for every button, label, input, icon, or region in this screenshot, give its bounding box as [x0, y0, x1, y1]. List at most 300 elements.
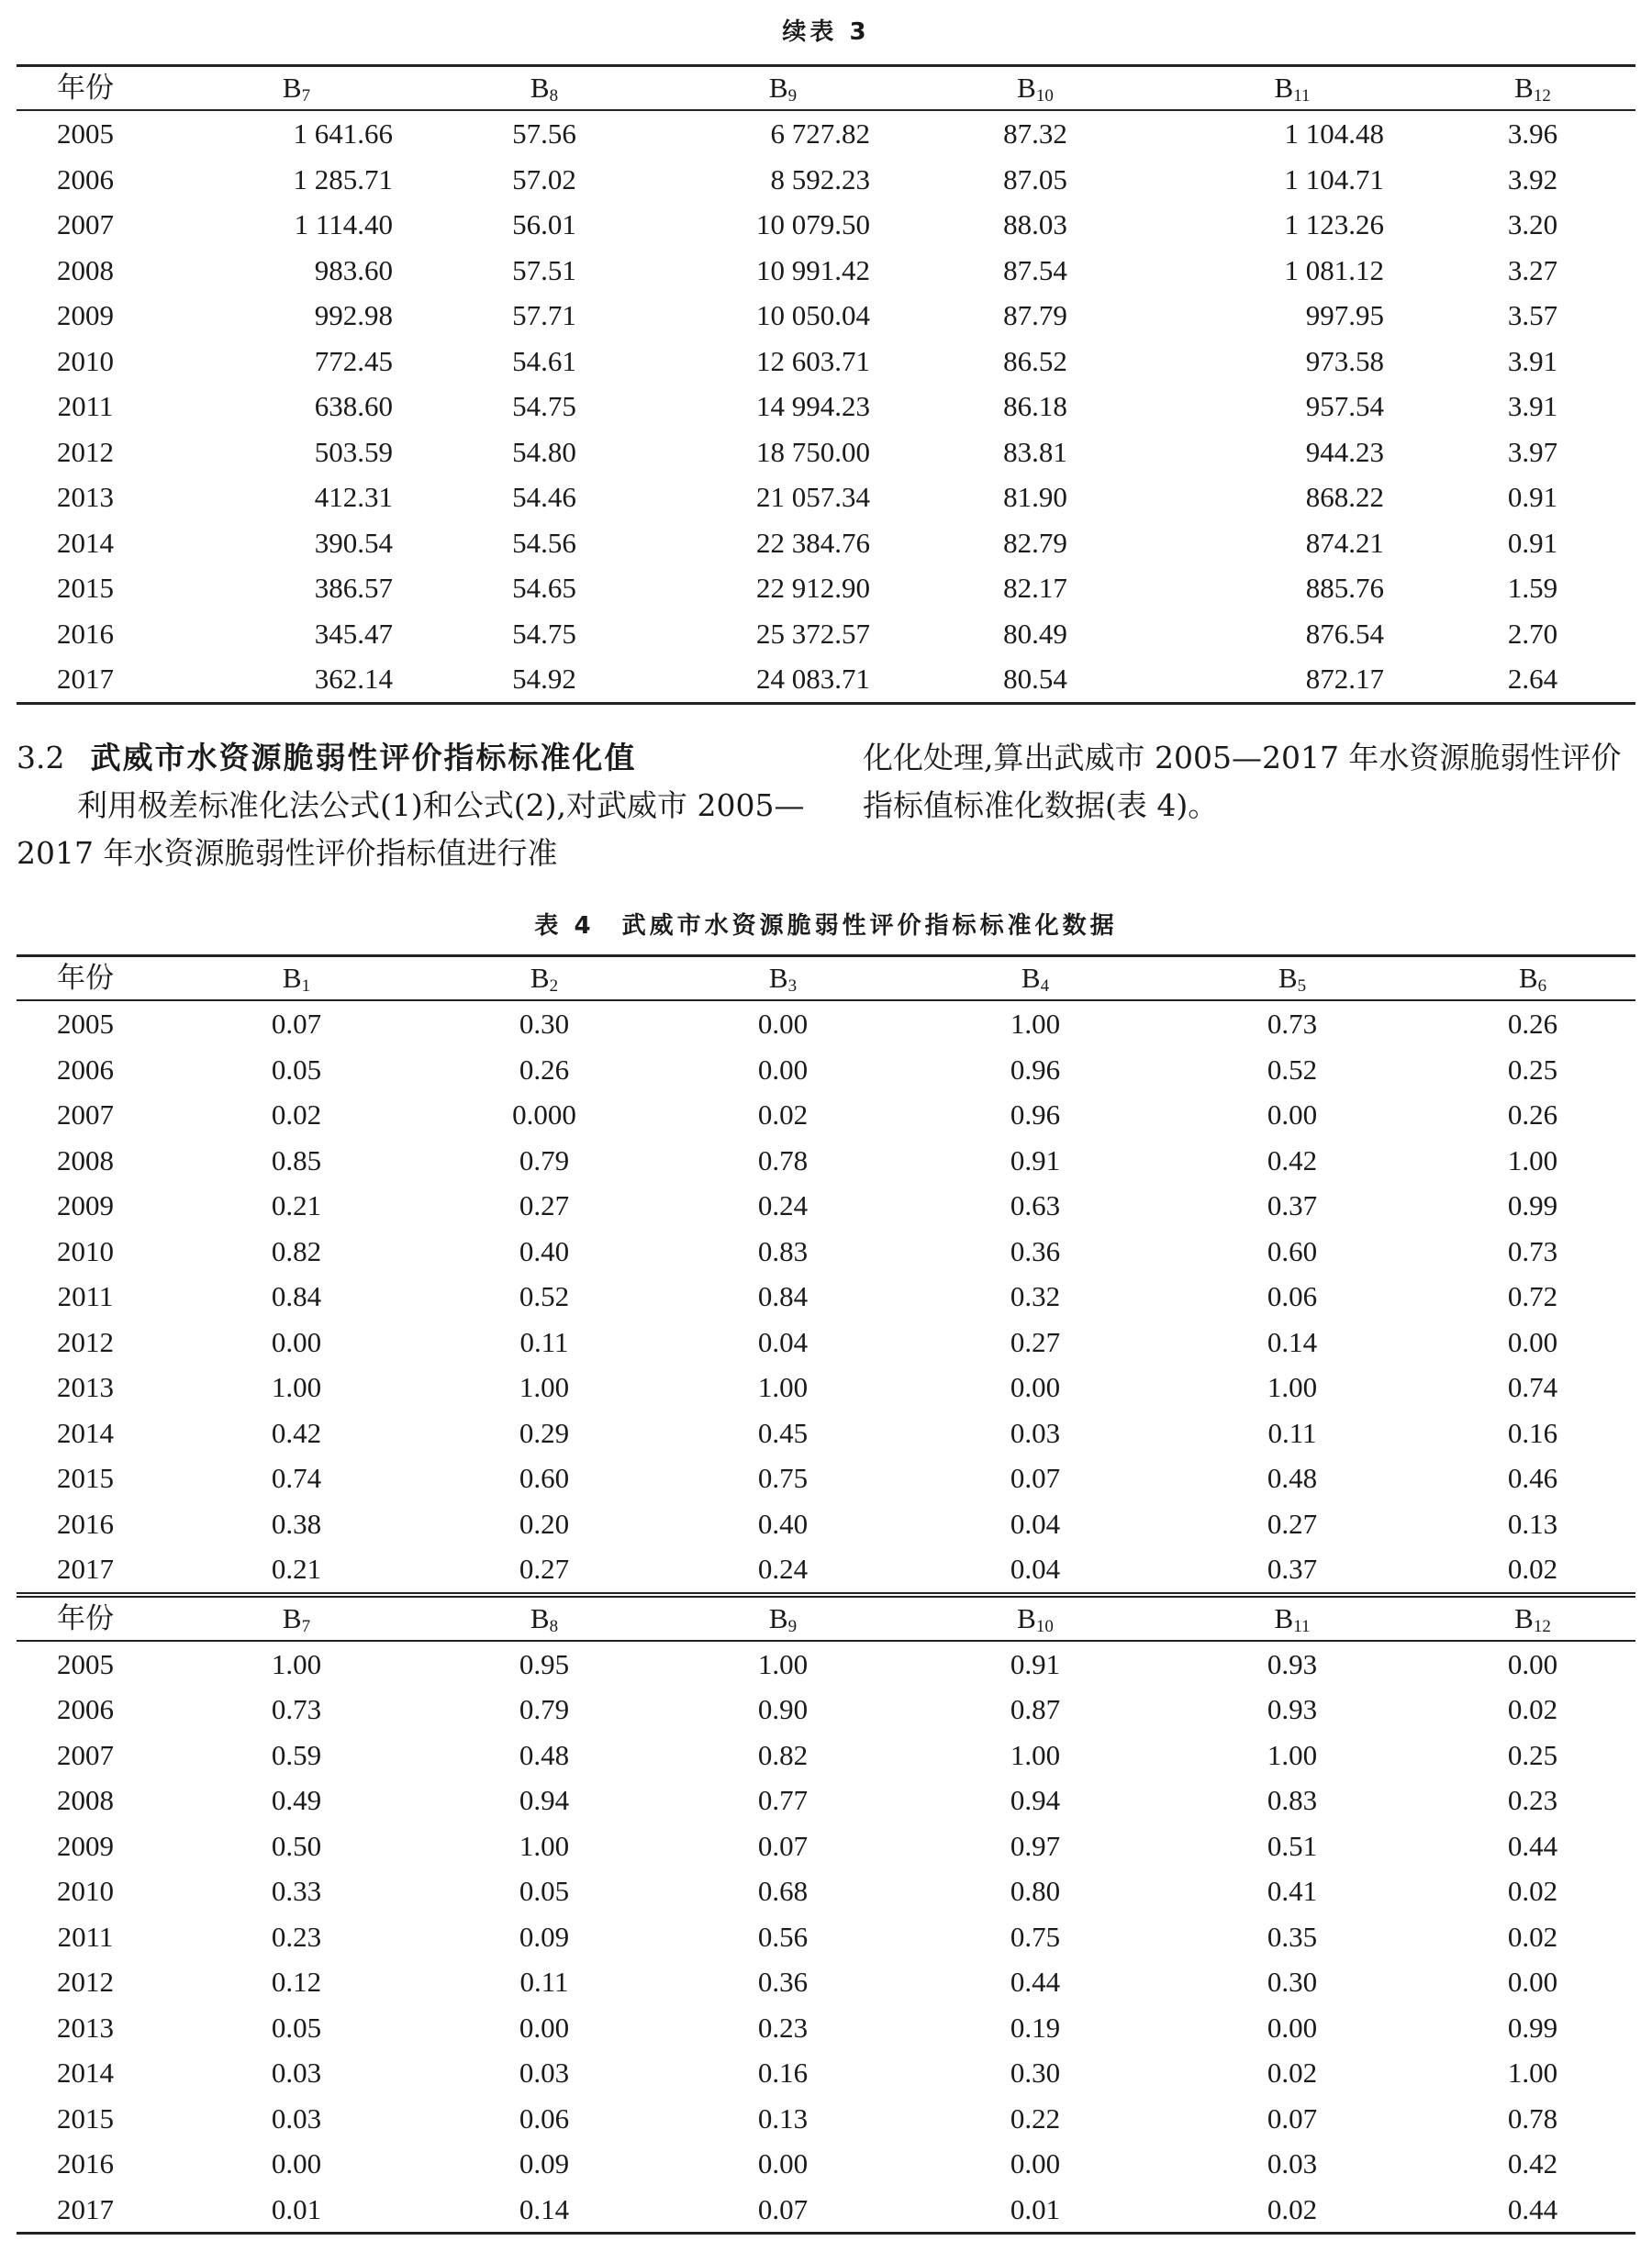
year-cell: 2006 — [57, 1693, 114, 1725]
table-row — [17, 1320, 1635, 1366]
value-cell: 1.00 — [1010, 1738, 1061, 1771]
section-title: 武威市水资源脆弱性评价指标标准化值 — [90, 740, 637, 775]
value-cell: 0.13 — [1507, 1507, 1558, 1540]
value-cell: 0.42 — [1267, 1143, 1318, 1176]
column-header-b10: $B_{10}$ — [916, 66, 1155, 111]
table-row — [17, 1868, 1635, 1914]
value-cell: 0.09 — [519, 2147, 570, 2179]
value-cell: 0.04 — [757, 1325, 809, 1358]
table4 — [17, 954, 1635, 2235]
value-cell: 868.22 — [1305, 481, 1384, 513]
value-cell: 10 991.42 — [756, 253, 870, 286]
value-cell: 54.56 — [512, 526, 576, 559]
value-cell: 0.36 — [757, 1966, 809, 1998]
value-cell: 0.27 — [519, 1189, 570, 1221]
column-header-b9: $B_9$ — [650, 1595, 916, 1641]
table-row — [17, 1138, 1635, 1184]
year-cell: 2017 — [57, 1553, 114, 1585]
value-cell: 0.40 — [519, 1234, 570, 1267]
table-row — [17, 110, 1635, 157]
value-cell: 0.73 — [271, 1693, 322, 1725]
value-cell: 3.57 — [1507, 299, 1558, 331]
value-cell: 0.27 — [519, 1553, 570, 1585]
value-cell: 0.05 — [271, 2011, 322, 2044]
table-row — [17, 2096, 1635, 2142]
value-cell: 0.91 — [1507, 526, 1558, 559]
value-cell: 0.79 — [519, 1693, 570, 1725]
value-cell: 992.98 — [314, 299, 393, 331]
value-cell: 0.05 — [271, 1053, 322, 1086]
value-cell: 0.59 — [271, 1738, 322, 1771]
section-paragraph-right-col — [863, 734, 1635, 830]
value-cell: 0.00 — [1507, 1325, 1558, 1358]
value-cell: 0.32 — [1010, 1280, 1061, 1312]
value-cell: 25 372.57 — [756, 617, 870, 650]
value-cell: 0.45 — [757, 1416, 809, 1449]
value-cell: 973.58 — [1305, 344, 1384, 377]
column-header-b10: $B_{10}$ — [916, 1595, 1155, 1641]
value-cell: 0.42 — [271, 1416, 322, 1449]
value-cell: 503.59 — [314, 435, 393, 468]
year-cell: 2005 — [57, 1647, 114, 1680]
value-cell: 0.35 — [1267, 1920, 1318, 1953]
table-row — [17, 2141, 1635, 2187]
value-cell: 1 081.12 — [1284, 253, 1384, 286]
value-cell: 0.02 — [1507, 1920, 1558, 1953]
value-cell: 10 050.04 — [756, 299, 870, 331]
column-header-b11: $B_{11}$ — [1155, 1595, 1430, 1641]
table-row — [17, 1000, 1635, 1047]
table-row — [17, 293, 1635, 339]
value-cell: 0.03 — [271, 2101, 322, 2135]
value-cell: 0.06 — [519, 2101, 570, 2135]
value-cell: 0.36 — [1010, 1234, 1061, 1267]
value-cell: 1.59 — [1507, 572, 1558, 604]
year-cell: 2014 — [57, 1416, 114, 1449]
value-cell: 57.02 — [512, 162, 576, 195]
column-header-b8: $B_8$ — [439, 1595, 650, 1641]
value-cell: 82.79 — [1003, 526, 1067, 559]
value-cell: 0.02 — [757, 1098, 809, 1131]
value-cell: 86.18 — [1003, 390, 1067, 422]
value-cell: 1 104.48 — [1284, 117, 1384, 150]
value-cell: 0.91 — [1010, 1143, 1061, 1176]
table-row — [17, 1092, 1635, 1138]
year-cell: 2017 — [17, 656, 154, 703]
table-row — [17, 1959, 1635, 2005]
value-cell: 0.14 — [439, 2187, 650, 2234]
table-row — [17, 202, 1635, 248]
value-cell: 0.87 — [1010, 1693, 1061, 1725]
value-cell: 0.22 — [1010, 2101, 1061, 2135]
value-cell: 0.09 — [519, 1920, 570, 1953]
year-cell: 2011 — [57, 390, 114, 422]
value-cell: 0.00 — [1507, 1966, 1558, 1998]
value-cell: 0.82 — [757, 1738, 809, 1771]
column-header-b12: $B_{12}$ — [1430, 1595, 1635, 1641]
table-row — [17, 1274, 1635, 1320]
value-cell: 54.46 — [512, 481, 576, 513]
value-cell: 772.45 — [314, 344, 393, 377]
value-cell: 1 114.40 — [294, 208, 393, 240]
section-paragraph-right: 化化处理,算出武威市 2005—2017 年水资源脆弱性评价指标值标准化数据(表 4)。 — [863, 740, 1622, 823]
value-cell: 0.41 — [1267, 1875, 1318, 1907]
value-cell: 0.82 — [271, 1234, 322, 1267]
value-cell: 82.17 — [1003, 572, 1067, 604]
value-cell: 3.91 — [1507, 390, 1558, 422]
value-cell: 0.95 — [519, 1647, 570, 1680]
table-row — [17, 1914, 1635, 1960]
value-cell: 0.00 — [1267, 1098, 1318, 1131]
value-cell: 0.56 — [757, 1920, 809, 1953]
value-cell: 88.03 — [1003, 208, 1067, 240]
value-cell: 0.85 — [271, 1143, 322, 1176]
value-cell: 0.73 — [1267, 1008, 1318, 1040]
value-cell: 24 083.71 — [650, 656, 916, 703]
value-cell: 80.54 — [916, 656, 1155, 703]
table-row — [17, 1641, 1635, 1688]
value-cell: 0.37 — [1267, 1189, 1318, 1221]
table-row — [17, 2187, 1635, 2234]
value-cell: 0.26 — [1507, 1098, 1558, 1131]
value-cell: 0.46 — [1507, 1462, 1558, 1494]
value-cell: 1 285.71 — [293, 162, 393, 195]
value-cell: 1.00 — [1267, 1371, 1318, 1403]
value-cell: 0.72 — [1507, 1280, 1558, 1312]
value-cell: 0.03 — [1267, 2147, 1318, 2179]
table3-caption: 续表 3 — [782, 18, 870, 46]
year-cell: 2015 — [57, 2101, 114, 2135]
value-cell: 0.80 — [1010, 1875, 1061, 1907]
column-header-b3: $B_3$ — [650, 956, 916, 1001]
value-cell: 1.00 — [757, 1647, 809, 1680]
value-cell: 0.74 — [1507, 1371, 1558, 1403]
section-paragraph-left: 利用极差标准化法公式(1)和公式(2),对武威市 2005—2017 年水资源脆弱性评价指标值进行准 — [17, 787, 805, 871]
value-cell: 0.04 — [1010, 1553, 1061, 1585]
value-cell: 0.49 — [271, 1784, 322, 1816]
value-cell: 0.11 — [519, 1966, 569, 1998]
value-cell: 0.07 — [1267, 2101, 1318, 2135]
value-cell: 0.60 — [519, 1462, 570, 1494]
value-cell: 885.76 — [1305, 572, 1384, 604]
value-cell: 0.02 — [271, 1098, 322, 1131]
value-cell: 944.23 — [1305, 435, 1384, 468]
value-cell: 1.00 — [1507, 2057, 1558, 2089]
value-cell: 87.05 — [1003, 162, 1067, 195]
year-cell: 2016 — [57, 1507, 114, 1540]
value-cell: 0.24 — [757, 1189, 809, 1221]
value-cell: 54.92 — [439, 656, 650, 703]
table-header-row — [17, 66, 1635, 111]
table-row — [17, 474, 1635, 520]
value-cell: 0.42 — [1507, 2147, 1558, 2179]
value-cell: 0.94 — [1010, 1784, 1061, 1816]
value-cell: 0.02 — [1507, 1553, 1558, 1585]
value-cell: 0.60 — [1267, 1234, 1318, 1267]
value-cell: 0.38 — [271, 1507, 322, 1540]
value-cell: 0.19 — [1010, 2011, 1061, 2044]
value-cell: 0.84 — [757, 1280, 809, 1312]
value-cell: 0.14 — [1267, 1325, 1318, 1358]
value-cell: 0.50 — [271, 1829, 322, 1862]
value-cell: 22 384.76 — [756, 526, 870, 559]
column-header-b11: $B_{11}$ — [1155, 66, 1430, 111]
value-cell: 1.00 — [1507, 1143, 1558, 1176]
column-header-b7: $B_7$ — [154, 1595, 439, 1641]
value-cell: 3.97 — [1507, 435, 1558, 468]
value-cell: 0.06 — [1267, 1280, 1318, 1312]
year-cell: 2011 — [57, 1920, 114, 1953]
year-cell: 2009 — [57, 299, 114, 331]
value-cell: 6 727.82 — [770, 117, 870, 150]
value-cell: 362.14 — [154, 656, 439, 703]
value-cell: 0.03 — [519, 2057, 570, 2089]
value-cell: 0.79 — [519, 1143, 570, 1176]
table4-caption: 表 4 武威市水资源脆弱性评价指标标准化数据 — [534, 912, 1118, 940]
year-cell: 2009 — [57, 1829, 114, 1862]
value-cell: 0.00 — [1267, 2011, 1318, 2044]
value-cell: 0.75 — [757, 1462, 809, 1494]
value-cell: 22 912.90 — [756, 572, 870, 604]
year-cell: 2008 — [57, 1143, 114, 1176]
value-cell: 0.96 — [1010, 1053, 1061, 1086]
column-header-b12: $B_{12}$ — [1430, 66, 1635, 111]
value-cell: 1 123.26 — [1284, 208, 1384, 240]
column-header-b6: $B_6$ — [1430, 956, 1635, 1001]
year-cell: 2015 — [57, 1462, 114, 1494]
value-cell: 0.40 — [757, 1507, 809, 1540]
table-row — [17, 429, 1635, 475]
value-cell: 1.00 — [1267, 1738, 1318, 1771]
value-cell: 0.78 — [757, 1143, 809, 1176]
year-cell: 2013 — [57, 481, 114, 513]
year-cell: 2015 — [57, 572, 114, 604]
table-row — [17, 565, 1635, 611]
value-cell: 0.00 — [519, 2011, 570, 2044]
value-cell: 0.04 — [1010, 1507, 1061, 1540]
column-header-b8: $B_8$ — [439, 66, 650, 111]
column-header-b4: $B_4$ — [916, 956, 1155, 1001]
value-cell: 0.00 — [757, 2147, 809, 2179]
value-cell: 0.000 — [512, 1098, 576, 1131]
year-cell: 2012 — [57, 1325, 114, 1358]
year-cell: 2012 — [57, 1966, 114, 1998]
year-cell: 2017 — [17, 2187, 154, 2234]
value-cell: 2.70 — [1507, 617, 1558, 650]
value-cell: 0.83 — [757, 1234, 809, 1267]
value-cell: 874.21 — [1305, 526, 1384, 559]
value-cell: 1.00 — [271, 1647, 322, 1680]
value-cell: 0.02 — [1267, 2057, 1318, 2089]
value-cell: 54.75 — [512, 390, 576, 422]
year-cell: 2013 — [57, 1371, 114, 1403]
value-cell: 54.61 — [512, 344, 576, 377]
value-cell: 0.48 — [519, 1738, 570, 1771]
year-cell: 2006 — [57, 162, 114, 195]
table-row — [17, 1501, 1635, 1547]
value-cell: 0.63 — [1010, 1189, 1061, 1221]
year-cell: 2012 — [57, 435, 114, 468]
value-cell: 81.90 — [1003, 481, 1067, 513]
table-row — [17, 656, 1635, 703]
value-cell: 0.23 — [271, 1920, 322, 1953]
value-cell: 0.75 — [1010, 1920, 1061, 1953]
table-row — [17, 1410, 1635, 1456]
year-cell: 2016 — [57, 617, 114, 650]
value-cell: 54.65 — [512, 572, 576, 604]
value-cell: 0.77 — [757, 1784, 809, 1816]
value-cell: 0.30 — [519, 1008, 570, 1040]
value-cell: 0.21 — [271, 1553, 322, 1585]
value-cell: 0.21 — [271, 1189, 322, 1221]
value-cell: 0.52 — [1267, 1053, 1318, 1086]
value-cell: 0.01 — [916, 2187, 1155, 2234]
value-cell: 0.29 — [519, 1416, 570, 1449]
value-cell: 86.52 — [1003, 344, 1067, 377]
value-cell: 0.37 — [1267, 1553, 1318, 1585]
value-cell: 0.02 — [1507, 1693, 1558, 1725]
year-header: 年份 — [17, 66, 154, 111]
value-cell: 1.00 — [757, 1371, 809, 1403]
value-cell: 83.81 — [1003, 435, 1067, 468]
value-cell: 1.00 — [271, 1371, 322, 1403]
value-cell: 0.44 — [1010, 1966, 1061, 1998]
section-number: 3.2 — [17, 740, 65, 775]
year-cell: 2009 — [57, 1189, 114, 1221]
table-row — [17, 1229, 1635, 1275]
value-cell: 87.32 — [1003, 117, 1067, 150]
table-row — [17, 1823, 1635, 1869]
value-cell: 0.99 — [1507, 2011, 1558, 2044]
table-row — [17, 1183, 1635, 1229]
value-cell: 0.00 — [757, 1008, 809, 1040]
table-row — [17, 1546, 1635, 1595]
year-header: 年份 — [17, 1595, 154, 1641]
value-cell: 1 641.66 — [293, 117, 393, 150]
table-row — [17, 157, 1635, 203]
value-cell: 3.27 — [1507, 253, 1558, 286]
year-cell: 2007 — [57, 1098, 114, 1131]
year-cell: 2007 — [57, 1738, 114, 1771]
value-cell: 0.01 — [154, 2187, 439, 2234]
value-cell: 14 994.23 — [756, 390, 870, 422]
value-cell: 0.78 — [1507, 2101, 1558, 2135]
value-cell: 0.33 — [271, 1875, 322, 1907]
year-cell: 2005 — [57, 117, 114, 150]
value-cell: 0.30 — [1010, 2057, 1061, 2089]
value-cell: 0.91 — [1010, 1647, 1061, 1680]
value-cell: 3.91 — [1507, 344, 1558, 377]
value-cell: 0.25 — [1507, 1738, 1558, 1771]
value-cell: 56.01 — [512, 208, 576, 240]
table-row — [17, 520, 1635, 566]
value-cell: 0.02 — [1155, 2187, 1430, 2234]
value-cell: 0.23 — [1507, 1784, 1558, 1816]
value-cell: 3.96 — [1507, 117, 1558, 150]
value-cell: 0.26 — [1507, 1008, 1558, 1040]
value-cell: 0.97 — [1010, 1829, 1061, 1862]
value-cell: 0.11 — [1267, 1416, 1317, 1449]
value-cell: 0.99 — [1507, 1189, 1558, 1221]
year-cell: 2010 — [57, 1234, 114, 1267]
table-header-row — [17, 1595, 1635, 1641]
column-header-b5: $B_5$ — [1155, 956, 1430, 1001]
value-cell: 0.00 — [271, 1325, 322, 1358]
value-cell: 872.17 — [1155, 656, 1430, 703]
value-cell: 3.92 — [1507, 162, 1558, 195]
year-header: 年份 — [17, 956, 154, 1001]
value-cell: 54.75 — [512, 617, 576, 650]
column-header-b1: $B_1$ — [154, 956, 439, 1001]
value-cell: 0.11 — [519, 1325, 569, 1358]
value-cell: 54.80 — [512, 435, 576, 468]
value-cell: 57.56 — [512, 117, 576, 150]
value-cell: 0.03 — [1010, 1416, 1061, 1449]
table-row — [17, 1455, 1635, 1501]
value-cell: 0.90 — [757, 1693, 809, 1725]
year-cell: 2008 — [57, 253, 114, 286]
year-cell: 2008 — [57, 1784, 114, 1816]
value-cell: 3.20 — [1507, 208, 1558, 240]
value-cell: 0.16 — [757, 2057, 809, 2089]
year-cell: 2010 — [57, 344, 114, 377]
value-cell: 0.93 — [1267, 1647, 1318, 1680]
value-cell: 0.03 — [271, 2057, 322, 2089]
value-cell: 87.79 — [1003, 299, 1067, 331]
table-row — [17, 1047, 1635, 1093]
value-cell: 0.23 — [757, 2011, 809, 2044]
table-row — [17, 384, 1635, 429]
year-cell: 2013 — [57, 2011, 114, 2044]
value-cell: 0.02 — [1507, 1875, 1558, 1907]
value-cell: 80.49 — [1003, 617, 1067, 650]
value-cell: 0.00 — [1507, 1647, 1558, 1680]
value-cell: 345.47 — [314, 617, 393, 650]
value-cell: 0.30 — [1267, 1966, 1318, 1998]
value-cell: 876.54 — [1305, 617, 1384, 650]
column-header-b7: $B_7$ — [154, 66, 439, 111]
value-cell: 0.52 — [519, 1280, 570, 1312]
value-cell: 18 750.00 — [756, 435, 870, 468]
year-cell: 2014 — [57, 2057, 114, 2089]
value-cell: 0.93 — [1267, 1693, 1318, 1725]
value-cell: 638.60 — [314, 390, 393, 422]
value-cell: 0.26 — [519, 1053, 570, 1086]
table-row — [17, 1733, 1635, 1778]
value-cell: 0.84 — [271, 1280, 322, 1312]
value-cell: 57.71 — [512, 299, 576, 331]
year-cell: 2014 — [57, 526, 114, 559]
value-cell: 1.00 — [519, 1371, 570, 1403]
section-3-2 — [17, 734, 824, 877]
year-cell: 2005 — [57, 1008, 114, 1040]
value-cell: 0.20 — [519, 1507, 570, 1540]
value-cell: 0.27 — [1267, 1507, 1318, 1540]
value-cell: 0.48 — [1267, 1462, 1318, 1494]
value-cell: 0.74 — [271, 1462, 322, 1494]
value-cell: 0.07 — [757, 1829, 809, 1862]
value-cell: 0.73 — [1507, 1234, 1558, 1267]
value-cell: 1.00 — [519, 1829, 570, 1862]
year-cell: 2006 — [57, 1053, 114, 1086]
value-cell: 21 057.34 — [756, 481, 870, 513]
value-cell: 0.07 — [1010, 1462, 1061, 1494]
table3-continued — [17, 64, 1635, 705]
value-cell: 0.68 — [757, 1875, 809, 1907]
value-cell: 0.16 — [1507, 1416, 1558, 1449]
value-cell: 10 079.50 — [756, 208, 870, 240]
value-cell: 8 592.23 — [770, 162, 870, 195]
